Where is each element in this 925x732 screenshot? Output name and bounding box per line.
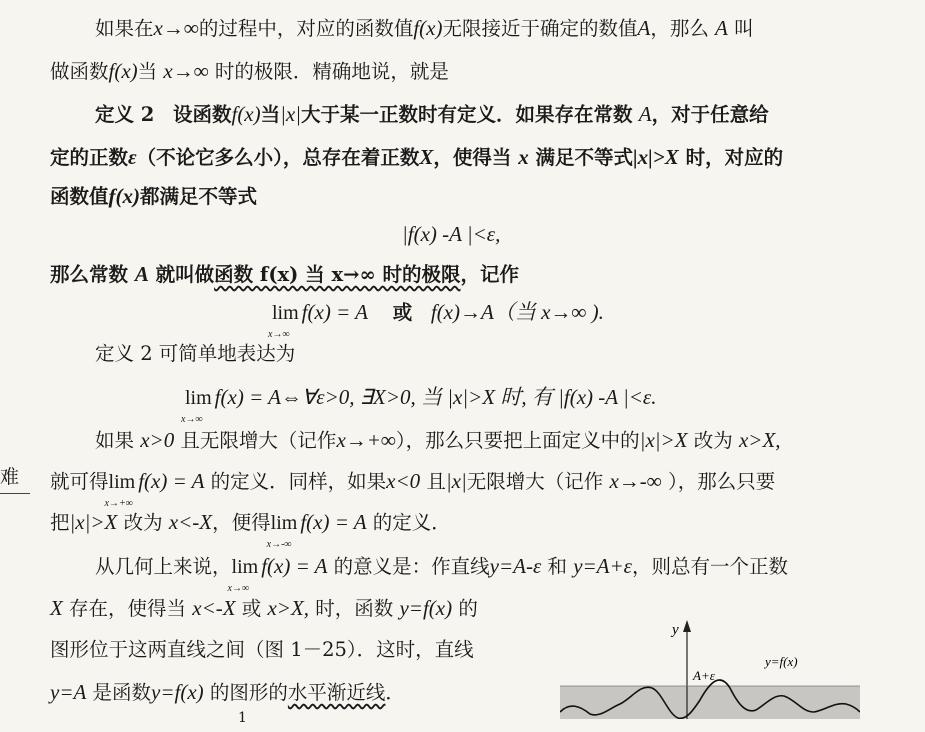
math: x<0 — [386, 469, 421, 493]
text: 如果 — [95, 429, 135, 452]
lim-word: lim — [270, 512, 298, 534]
text: 且无限增大（记作 — [180, 429, 337, 452]
math-x: x — [518, 145, 529, 169]
text: 定的正数 — [50, 146, 129, 169]
text: ），那么只要 — [667, 470, 776, 493]
text: 就可得 — [50, 470, 109, 493]
lim-word: lim — [108, 471, 136, 493]
text: 改为 — [123, 511, 163, 534]
text: 函数值 — [50, 185, 109, 208]
math: x>0 — [140, 428, 175, 452]
text: 无限增大（记作 — [466, 470, 604, 493]
text: 的定义．同样，如果 — [210, 470, 387, 493]
formula-body: f(x) = A — [301, 300, 368, 324]
math-x-to-inf: x→∞ — [163, 59, 209, 83]
text: 存在，使得当 — [69, 597, 187, 620]
math-abs-x-gt-X: |x|>X — [633, 145, 679, 169]
limit-operator — [266, 509, 298, 550]
formula-body: f(x) = A⇔∀ε>0, ∃X>0, 当 |x|>X 时, 有 |f(x) -A |<ε. — [214, 385, 657, 409]
text: 且 — [426, 470, 446, 493]
page-mark: 1 — [238, 710, 247, 726]
formula-body: f(x)→A（当 x→∞ ). — [430, 300, 604, 324]
lim-subscript: x→∞ — [227, 583, 250, 594]
text: 的过程中，对应的函数值 — [198, 17, 414, 40]
limit-operator — [181, 384, 212, 425]
text: ，那么 — [650, 17, 709, 40]
text: ），那么只要把上面定义中的 — [395, 429, 640, 452]
text: 的定义． — [372, 511, 451, 534]
text: 时的极限．精确地说，就是 — [214, 60, 449, 83]
y-axis-arrow — [683, 620, 691, 632]
text: 那么常数 — [50, 263, 129, 286]
text: ，则总有一个正数 — [631, 555, 788, 578]
text: ，便得 — [212, 511, 271, 534]
math: y=A-ε — [489, 554, 542, 578]
math-x-to-inf: x→∞ — [153, 16, 199, 40]
text: 的意义是：作直线 — [333, 555, 490, 578]
math: |x| — [445, 469, 467, 493]
text: ，记作 — [460, 263, 519, 286]
asymptote-figure — [560, 614, 860, 719]
definition-conclusion — [50, 260, 519, 289]
math-A: A — [637, 16, 651, 40]
definition-label: 定义 2 — [95, 103, 155, 126]
emphasized-term: 水平渐近线 — [287, 681, 386, 704]
text: 做函数 — [50, 60, 109, 83]
lim-subscript: x→+∞ — [104, 498, 133, 509]
paragraph-1-line-2 — [50, 57, 449, 86]
text: 把 — [50, 511, 70, 534]
definition-2-line-3 — [50, 182, 257, 211]
math: x→+∞ — [336, 428, 396, 452]
paragraph-4-line-3: 图形位于这两直线之间（图 1－25）．这时，直线 — [50, 638, 474, 661]
upper-band-label: A+ε — [693, 668, 715, 683]
text: 时，对应的 — [685, 146, 784, 169]
text: ． — [385, 681, 405, 704]
paragraph-1-line-1 — [95, 14, 754, 43]
definition-2-line-2 — [50, 143, 783, 172]
paragraph-3-line-1 — [95, 426, 781, 455]
text: 或 — [392, 301, 413, 324]
math: y=f(x) — [151, 680, 204, 704]
math-fx: f(x) — [231, 102, 261, 126]
text: 的 — [458, 597, 478, 620]
math-X: X — [419, 145, 434, 169]
definition-2-line-1 — [95, 100, 769, 129]
math: x<-X — [168, 510, 213, 534]
math-epsilon: ε — [128, 145, 137, 169]
text: 叫 — [734, 17, 754, 40]
limit-notation-formula — [268, 298, 604, 340]
text: 大于某一正数时有定义．如果存在常数 — [301, 103, 633, 126]
limit-operator — [104, 468, 136, 509]
text: 满足不等式 — [535, 146, 634, 169]
math-abs-x: |x| — [280, 102, 302, 126]
math: f(x) = A — [300, 510, 367, 534]
paragraph-4-line-2 — [50, 594, 478, 623]
emphasized-term: 函数 f(x) 当 x→∞ 时的极限 — [214, 263, 461, 286]
text: 从几何上来说， — [95, 555, 232, 578]
text: 和 — [547, 555, 567, 578]
math: f(x) = A — [138, 469, 205, 493]
text: 的图形的 — [209, 681, 288, 704]
lim-subscript: x→∞ — [268, 329, 290, 340]
math: x>X, — [267, 596, 310, 620]
math: y=A — [50, 680, 87, 704]
text: 当 — [137, 60, 158, 83]
text: ，使得当 — [433, 146, 512, 169]
text: 当 — [260, 103, 281, 126]
math: x>X, — [738, 428, 781, 452]
math: y=f(x) — [399, 596, 453, 620]
lim-word: lim — [272, 302, 299, 324]
text: 就叫做 — [155, 263, 215, 286]
lim-word: lim — [185, 387, 212, 409]
math-fx: f(x) — [108, 184, 140, 208]
math-fx: f(x) — [108, 59, 138, 83]
lim-subscript: x→-∞ — [266, 539, 292, 550]
math: f(x) = A — [261, 554, 328, 578]
paragraph-4-line-4 — [50, 678, 405, 707]
function-label: y=f(x) — [765, 654, 798, 669]
text: （不论它多么小），总存在着正数 — [136, 146, 420, 169]
epsilon-delta-formula — [181, 383, 657, 425]
text: 是函数 — [92, 681, 152, 704]
math: X — [50, 596, 63, 620]
math-A: A — [638, 102, 652, 126]
math: x<-X — [192, 596, 236, 620]
text: 都满足不等式 — [140, 185, 258, 208]
math-A: A — [715, 16, 728, 40]
limit-operator — [268, 299, 299, 340]
math: y=A+ε — [573, 554, 632, 578]
math: x→-∞ — [609, 469, 662, 493]
math-fx: f(x) — [413, 16, 443, 40]
math: |x|>X — [69, 510, 118, 534]
paragraph-3-line-2 — [50, 467, 776, 509]
text: 改为 — [693, 429, 733, 452]
epsilon-band — [560, 686, 860, 719]
lim-word: lim — [231, 556, 259, 578]
text: 无限接近于确定的数值 — [442, 17, 638, 40]
definition-2-summary-intro: 定义 2 可简单地表达为 — [95, 342, 296, 365]
sidebar-rule — [0, 493, 30, 494]
sidebar-difficulty-mark: 难 — [0, 466, 20, 488]
text: 设函数 — [172, 103, 232, 126]
y-axis-label: y — [672, 622, 679, 638]
math-A: A — [134, 262, 149, 286]
text: 如果在 — [95, 17, 154, 40]
text: 或 — [241, 597, 262, 620]
paragraph-3-line-3 — [50, 508, 451, 550]
text: ，对于任意给 — [651, 103, 769, 126]
paragraph-4-line-1 — [95, 552, 788, 594]
math: |x|>X — [639, 428, 688, 452]
text: 时，函数 — [315, 597, 394, 620]
inequality-formula: |f(x) -A |<ε, — [402, 222, 501, 246]
lim-subscript: x→∞ — [181, 414, 203, 425]
limit-operator — [227, 553, 259, 594]
